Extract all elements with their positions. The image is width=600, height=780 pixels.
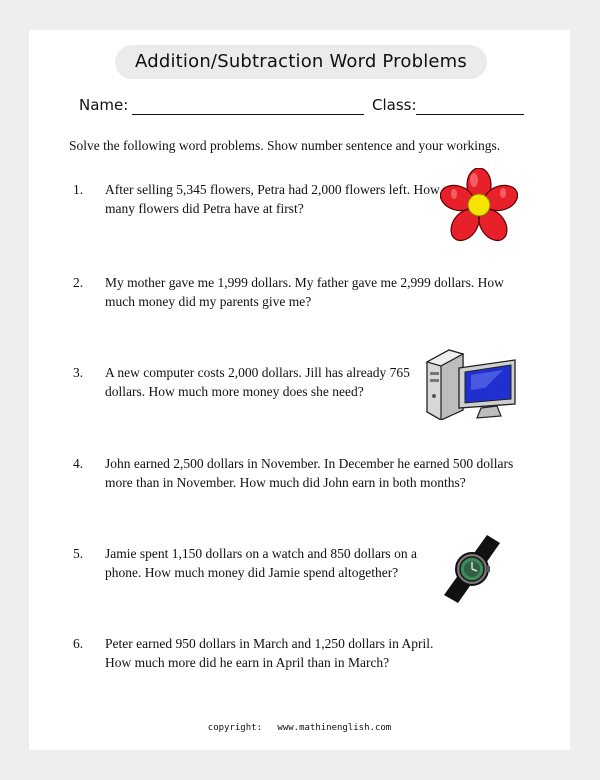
name-blank-line	[132, 114, 364, 115]
question-number: 5.	[73, 546, 84, 561]
class-label: Class:	[372, 96, 417, 114]
question-number: 2.	[73, 275, 84, 290]
worksheet-title: Addition/Subtraction Word Problems	[115, 45, 487, 79]
question-number: 4.	[73, 456, 84, 471]
instructions: Solve the following word problems. Show number sentence and your workings.	[69, 138, 501, 153]
question-number: 3.	[73, 365, 84, 380]
copyright-label: copyright:	[207, 723, 262, 733]
worksheet-page	[29, 30, 570, 750]
computer-icon	[423, 348, 517, 420]
question-text: My mother gave me 1,999 dollars. My father gave me 2,999 dollars. How much money did my parents give me?	[105, 275, 504, 309]
question-number: 1.	[73, 182, 84, 197]
watch-icon	[440, 533, 504, 605]
question-text: Jamie spent 1,150 dollars on a watch and 850 dollars on a phone. How much money did Jamie spend altogether?	[105, 546, 417, 580]
question-text: A new computer costs 2,000 dollars. Jill has already 765 dollars. How much more money does she need?	[105, 365, 410, 399]
copyright-footer	[29, 723, 570, 733]
question-number: 6.	[73, 636, 84, 651]
flower-icon	[440, 168, 518, 244]
name-class-row	[29, 92, 570, 122]
class-blank-line	[416, 114, 524, 115]
question-text: After selling 5,345 flowers, Petra had 2,000 flowers left. How many flowers did Petra have at first?	[105, 182, 440, 216]
question-text: Peter earned 950 dollars in March and 1,250 dollars in April. How much more did he earn in April than in March?	[105, 636, 434, 670]
copyright-site: www.mathinenglish.com	[277, 723, 392, 733]
question-text: John earned 2,500 dollars in November. In December he earned 500 dollars more than in November. How much did John earn in both months?	[105, 456, 514, 490]
name-label: Name:	[79, 96, 129, 114]
